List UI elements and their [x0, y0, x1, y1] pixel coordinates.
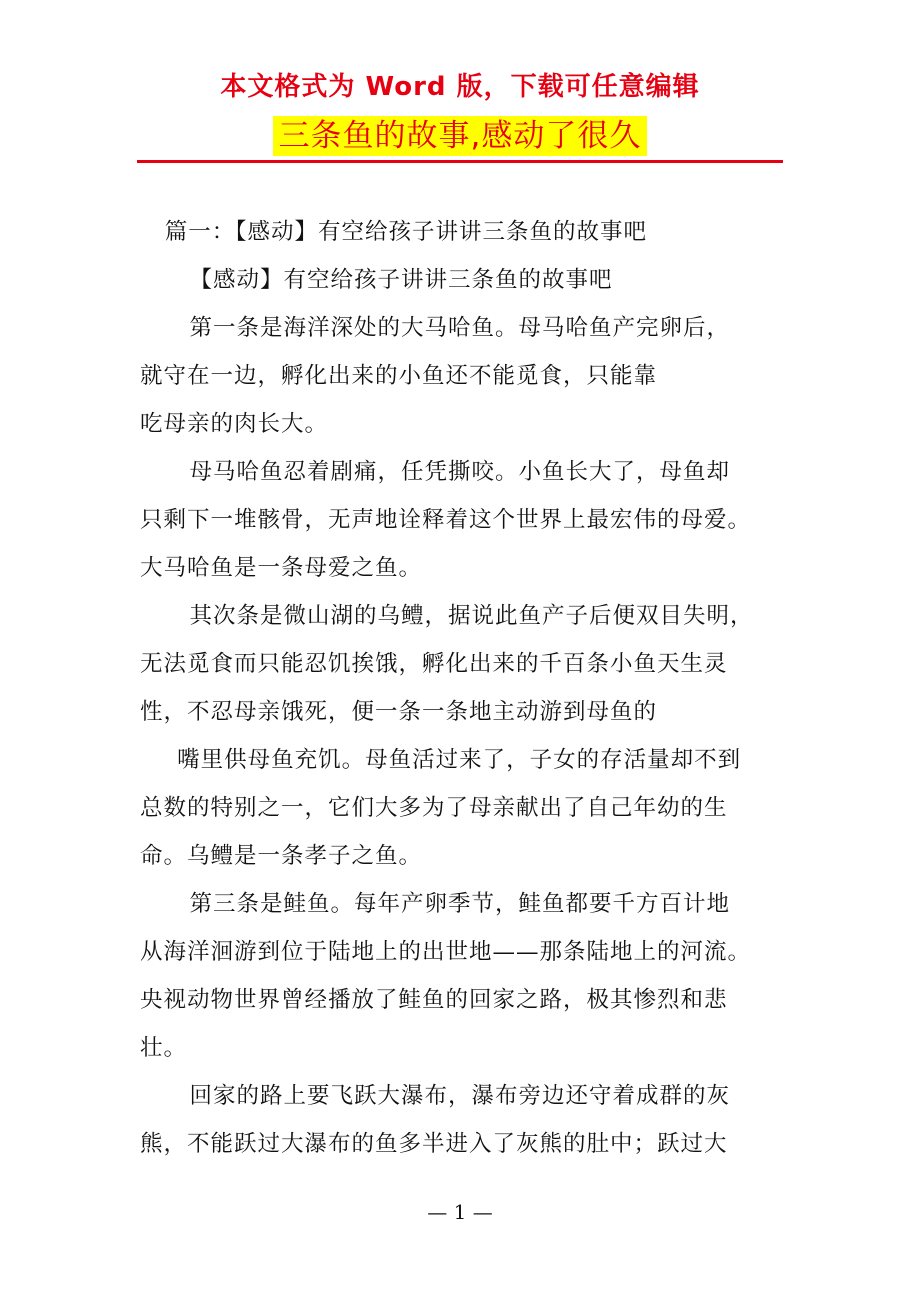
text-line: 壮。 [140, 1035, 188, 1061]
title-wrapper [0, 116, 920, 156]
text-line: 性，不忍母亲饿死，便一条一条地主动游到母鱼的 [140, 699, 658, 725]
text-line: 只剩下一堆骸骨，无声地诠释着这个世界上最宏伟的母爱。 [140, 507, 752, 533]
format-banner: 本文格式为 Word 版，下载可任意编辑 [220, 72, 700, 102]
text-line: 总数的特别之一，它们大多为了母亲献出了自己年幼的生 [140, 795, 728, 821]
page-number: — 1 — [427, 1200, 493, 1224]
text-line: 熊，不能跃过大瀑布的鱼多半进入了灰熊的肚中；跃过大 [140, 1131, 728, 1157]
text-line: 就守在一边，孵化出来的小鱼还不能觅食，只能靠 [140, 363, 658, 389]
article-body [140, 208, 800, 1168]
text-line: 回家的路上要飞跃大瀑布，瀑布旁边还守着成群的灰 [189, 1083, 731, 1109]
document-title: 三条鱼的故事,感动了很久 [273, 116, 648, 156]
text-line: 第一条是海洋深处的大马哈鱼。母马哈鱼产完卵后， [189, 315, 731, 341]
text-line: 命。乌鳢是一条孝子之鱼。 [140, 843, 423, 869]
text-line: 央视动物世界曾经播放了鲑鱼的回家之路，极其惨烈和悲 [140, 987, 728, 1013]
text-line: 无法觅食而只能忍饥挨饿，孵化出来的千百条小鱼天生灵 [140, 651, 728, 677]
text-line: 嘴里供母鱼充饥。母鱼活过来了，子女的存活量却不到 [177, 747, 742, 773]
text-line: 第三条是鲑鱼。每年产卵季节，鲑鱼都要千方百计地 [189, 891, 731, 917]
text-line: 从海洋洄游到位于陆地上的出世地——那条陆地上的河流。 [140, 939, 752, 965]
text-line: 吃母亲的肉长大。 [140, 411, 329, 437]
text-line: 篇一：【感动】有空给孩子讲讲三条鱼的故事吧 [164, 219, 648, 245]
text-line: 大马哈鱼是一条母爱之鱼。 [140, 555, 423, 581]
title-divider [137, 160, 783, 163]
text-line: 其次条是微山湖的乌鳢，据说此鱼产子后便双目失明， [189, 603, 754, 629]
text-line: 【感动】有空给孩子讲讲三条鱼的故事吧 [189, 267, 613, 293]
text-line: 母马哈鱼忍着剧痛，任凭撕咬。小鱼长大了，母鱼却 [189, 459, 731, 485]
